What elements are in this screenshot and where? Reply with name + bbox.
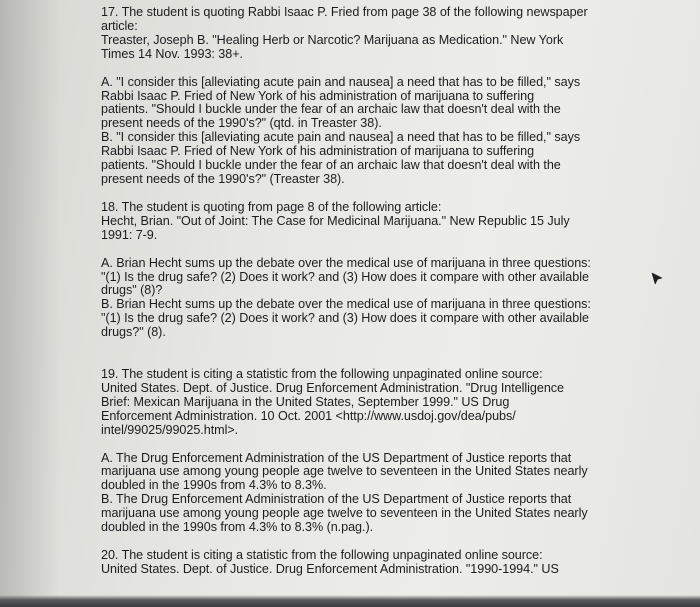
question-18-option-a[interactable] — [101, 257, 661, 299]
text-line: A. The Drug Enforcement Administration of the US Department of Justice reports that — [101, 450, 572, 465]
text-line: A. "I consider this [alleviating acute pain and nausea] a need that has to be filled," says — [101, 74, 581, 89]
text-line: patients. "Should I buckle under the fear of an archaic law that doesn't deal with the — [101, 158, 561, 173]
text-line: patients. "Should I buckle under the fear of an archaic law that doesn't deal with the — [101, 102, 561, 117]
text-line: Enforcement Administration. 10 Oct. 2001 <http://www.usdoj.gov/dea/pubs/ — [101, 408, 516, 423]
text-line: B. The Drug Enforcement Administration of the US Department of Justice reports that — [101, 492, 572, 507]
text-line: marijuana use among young people age twelve to seventeen in the United States nearly — [101, 464, 588, 479]
text-line: Rabbi Isaac P. Fried of New York of his administration of marijuana to suffering — [101, 144, 535, 159]
text-line: United States. Dept. of Justice. Drug Enforcement Administration. "1990-1994." US — [101, 561, 559, 576]
question-20-prompt — [101, 549, 661, 577]
text-line: B. "I consider this [alleviating acute pain and nausea] a need that has to be filled," says — [101, 130, 581, 145]
question-17-option-a[interactable] — [101, 76, 661, 132]
text-line: drugs?" (8). — [101, 325, 166, 340]
question-18 — [101, 201, 661, 340]
document-text — [101, 6, 661, 577]
text-line: Brief: Mexican Marijuana in the United States, September 1999." US Drug — [101, 394, 510, 409]
text-line: doubled in the 1990s from 4.3% to 8.3% (n.pag.). — [101, 520, 374, 535]
question-19-option-b[interactable] — [101, 493, 661, 535]
text-line: article: — [101, 18, 138, 33]
text-line: doubled in the 1990s from 4.3% to 8.3%. — [101, 478, 327, 493]
question-19-option-a[interactable] — [101, 452, 661, 494]
text-line: A. Brian Hecht sums up the debate over the medical use of marijuana in three questions: — [101, 255, 591, 270]
text-line: present needs of the 1990's?" (Treaster 38). — [101, 171, 345, 186]
text-line: 1991: 7-9. — [101, 227, 158, 242]
text-line: Treaster, Joseph B. "Healing Herb or Narcotic? Marijuana as Medication." New York — [101, 32, 564, 47]
text-line: present needs of the 1990's?" (qtd. in Treaster 38). — [101, 116, 382, 131]
text-line: drugs" (8)? — [101, 283, 163, 298]
text-line: Hecht, Brian. "Out of Joint: The Case for Medicinal Marijuana." New Republic 15 July — [101, 213, 570, 228]
text-line: 20. The student is citing a statistic from the following unpaginated online source: — [101, 548, 543, 562]
text-line: 18. The student is quoting from page 8 of the following article: — [101, 199, 442, 214]
text-line: "(1) Is the drug safe? (2) Does it work? and (3) How does it compare with other available — [101, 311, 589, 326]
text-line: B. Brian Hecht sums up the debate over the medical use of marijuana in three questions: — [101, 297, 591, 312]
question-17 — [101, 6, 661, 187]
question-19 — [101, 368, 661, 535]
text-line: intel/99025/99025.html>. — [101, 422, 239, 437]
text-line: 17. The student is quoting Rabbi Isaac P. Fried from page 38 of the following newspaper — [101, 5, 588, 19]
question-18-option-b[interactable] — [101, 298, 661, 340]
question-19-prompt — [101, 368, 661, 438]
page-shadow-left — [0, 0, 60, 607]
text-line: United States. Dept. of Justice. Drug Enforcement Administration. "Drug Intelligence — [101, 380, 564, 395]
page-shadow-bottom — [0, 595, 700, 607]
text-line: 19. The student is citing a statistic from the following unpaginated online source: — [101, 367, 543, 382]
text-line: Rabbi Isaac P. Fried of New York of his administration of marijuana to suffering — [101, 88, 535, 103]
text-line: "(1) Is the drug safe? (2) Does it work? and (3) How does it compare with other available — [101, 269, 589, 284]
text-line: Times 14 Nov. 1993: 38+. — [101, 46, 243, 61]
text-line: marijuana use among young people age twelve to seventeen in the United States nearly — [101, 506, 588, 521]
question-17-option-b[interactable] — [101, 131, 661, 187]
question-17-prompt — [101, 6, 661, 62]
question-18-prompt — [101, 201, 661, 243]
question-20 — [101, 549, 661, 577]
